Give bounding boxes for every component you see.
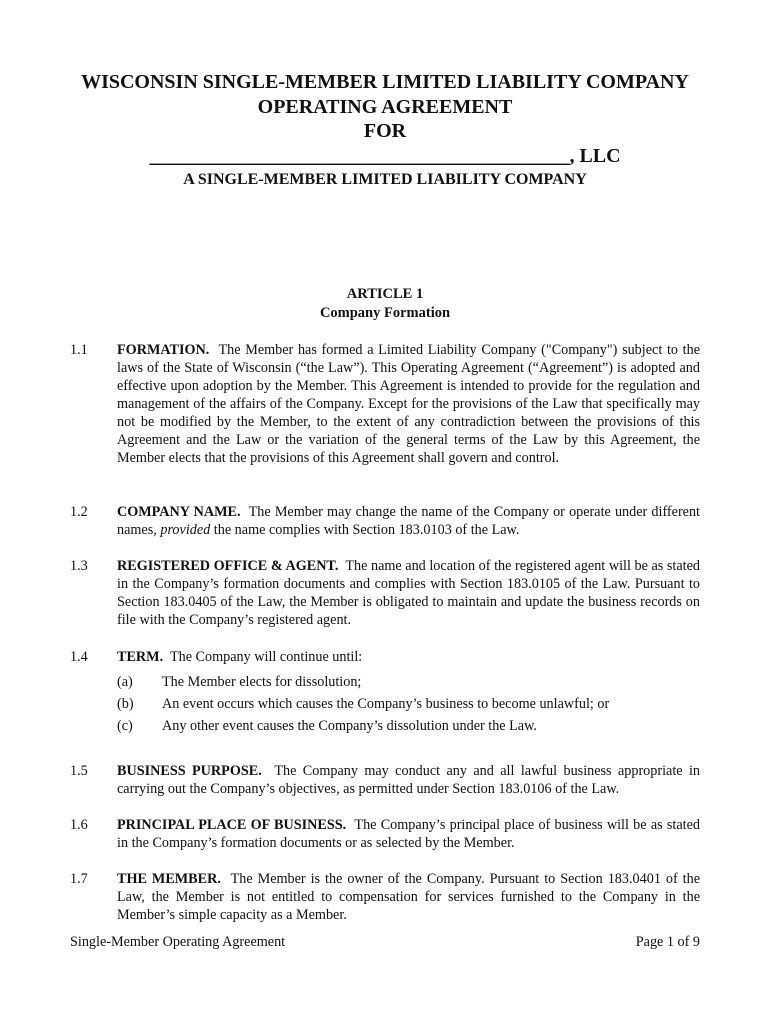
section-1-2 [70,503,700,539]
section-text: The Member may change the name of the Company or operate under different names, [117,504,701,538]
section-1-4 [70,648,700,739]
document-title [0,70,770,190]
list-item [117,717,700,739]
list-item-text: The Member elects for dissolution; [162,674,362,690]
company-name-blank: __________________________________________, LLC [149,144,621,167]
section-number: 1.4 [70,649,88,665]
section-heading: REGISTERED OFFICE & AGENT. [117,558,339,574]
section-number: 1.7 [70,871,88,887]
section-text: The name and location of the registered agent will be as stated in the Company’s formation documents and complies with Section 183.0105 of the Law. Pursuant to Section 183.0405 of the Law, the Member is obligated to maintain and update the business records on file with the Company’s registered agent. [117,558,700,628]
list-item-label: (a) [117,674,133,690]
section-1-1 [70,341,700,467]
title-line-3: FOR [363,120,407,142]
title-line-1: WISCONSIN SINGLE-MEMBER LIMITED LIABILITY COMPANY [81,71,689,93]
section-body [117,557,700,629]
section-body [117,870,700,924]
section-number: 1.2 [70,504,88,520]
list-item-text: An event occurs which causes the Company’s business to become unlawful; or [162,696,610,712]
section-number: 1.5 [70,763,88,779]
section-heading: TERM. [117,649,164,665]
footer-document-name: Single-Member Operating Agreement [70,934,286,950]
section-body [117,762,700,798]
section-text: The Company may conduct any and all lawful business appropriate in carrying out the Company’s objectives, as permitted under Section 183.0106 of the Law. [117,763,700,797]
section-text-italic: provided [160,522,211,538]
list-item [117,673,700,695]
section-number: 1.6 [70,817,88,833]
section-text: The Member is the owner of the Company. Pursuant to Section 183.0401 of the Law, the Member is not entitled to compensation for services furnished to the Company in the Member’s simple capacity as a Member. [117,871,700,923]
section-text: The Company will continue until: [169,649,363,665]
title-line-2: OPERATING AGREEMENT [257,95,513,118]
section-1-6 [70,816,700,852]
section-body [117,503,700,539]
section-number: 1.3 [70,558,88,574]
section-number: 1.1 [70,342,88,358]
document-subtitle: A SINGLE-MEMBER LIMITED LIABILITY COMPANY [183,170,587,188]
section-heading: PRINCIPAL PLACE OF BUSINESS. [117,817,347,833]
section-1-3 [70,557,700,629]
section-text: The Member has formed a Limited Liability Company ("Company") subject to the laws of the State of Wisconsin (“the Law”). This Operating Agreement (“Agreement”) is adopted and effective upon adoption by the Member. This Agreement is intended to provide for the regulation and management of the affairs of the Company. Except for the provisions of the Law that specifically may not be modified by the Member, to the extent of any contradiction between the provisions of this Agreement and the Law or the variation of the general terms of the Law by this Agreement, the Member elects that the provisions of this Agreement shall govern and control. [117,342,700,466]
article-header [0,285,770,323]
section-heading: COMPANY NAME. [117,504,241,520]
section-body [117,648,700,666]
section-text: The Company’s principal place of business will be as stated in the Company’s formation documents or as selected by the Member. [117,817,700,851]
section-heading: BUSINESS PURPOSE. [117,763,262,779]
section-text-tail: the name complies with Section 183.0103 of the Law. [213,522,520,538]
article-heading: Company Formation [319,305,451,321]
term-list [117,673,700,739]
article-number: ARTICLE 1 [346,286,424,302]
list-item [117,695,700,717]
list-item-text: Any other event causes the Company’s dissolution under the Law. [162,718,537,734]
section-1-5 [70,762,700,798]
list-item-label: (c) [117,718,133,734]
section-heading: FORMATION. [117,342,210,358]
page-number: Page 1 of 9 [635,934,700,950]
section-heading: THE MEMBER. [117,871,221,887]
section-body [117,816,700,852]
section-body [117,341,700,467]
section-1-7 [70,870,700,924]
list-item-label: (b) [117,696,134,712]
